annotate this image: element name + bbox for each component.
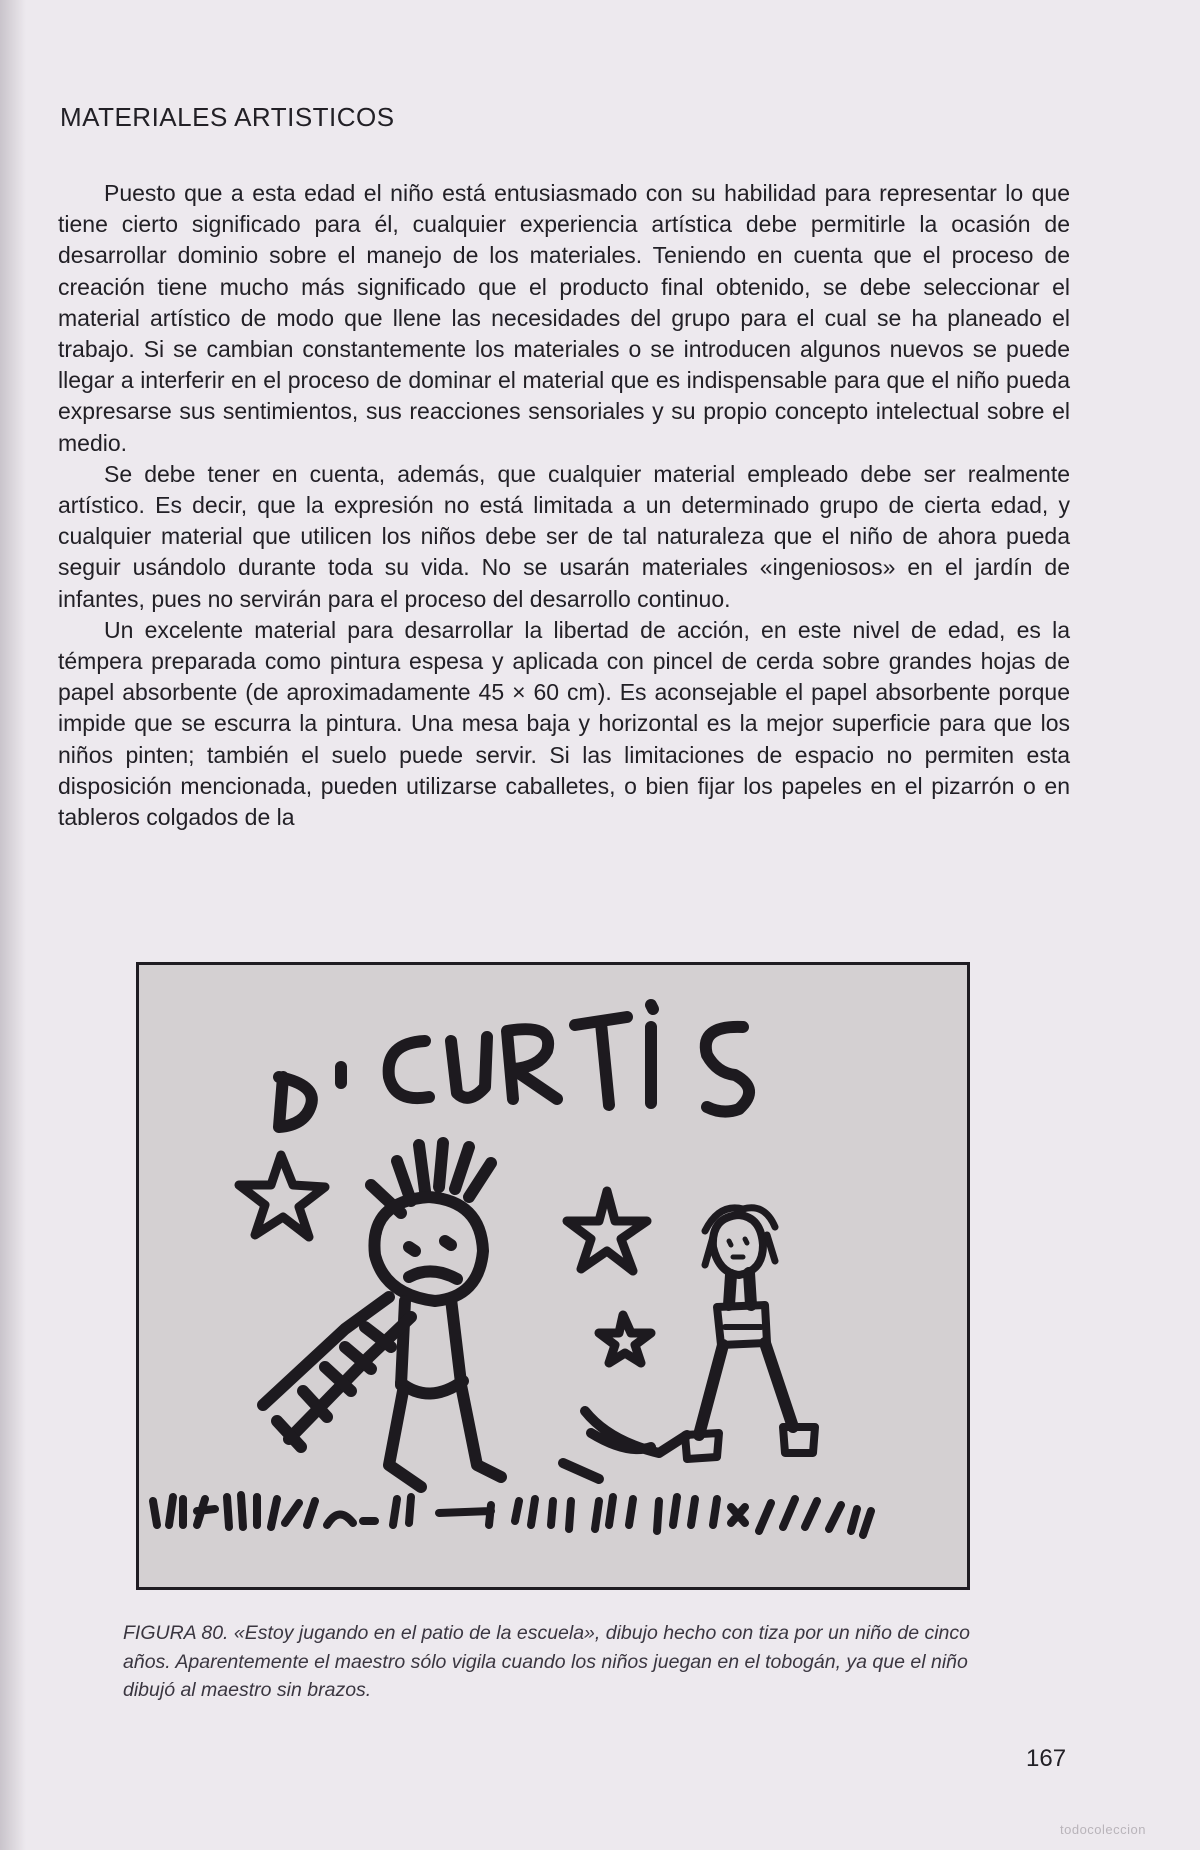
paragraph-1: Puesto que a esta edad el niño está entusiasmado con su habilidad para representar lo que tiene cierto significado para él, cualquier experiencia artística debe permitirle la ocasión de desarrollar dominio sobre el manejo de los materiales. Teniendo en cuenta que el proceso de creación tiene mucho más significado que el producto final obtenido, se debe seleccionar el material artístico de modo que llene las necesidades del grupo para el cual se ha planeado el trabajo. Si se cambian constantemente los materiales o se introducen algunos nuevos se puede llegar a interferir en el proceso de dominar el material que es indispensable para que el niño pueda expresarse sus sentimientos, sus reacciones sensoriales y su propio concepto intelectual sobre el medio. <box>58 180 1070 456</box>
paragraph-3: Un excelente material para desarrollar la libertad de acción, en este nivel de edad, es la témpera preparada como pintura espesa y aplicada con pincel de cerda sobre grandes hojas de papel absorbente (de aproximadamente 45 × 60 cm). Es aconsejable el papel absorbente porque impide que se escurra la pintura. Una mesa baja y horizontal es la mejor superficie para que los niños pinten; también el suelo puede servir. Si las limitaciones de espacio no permiten esta disposición mencionada, pueden utilizarse caballetes, o bien fijar los papeles en el pizarrón o en tableros colgados de la <box>58 616 1070 831</box>
figure-80-drawing <box>136 962 970 1590</box>
figure-caption: FIGURA 80. «Estoy jugando en el patio de la escuela», dibujo hecho con tiza por un niño de cinco años. Aparentemente el maestro sólo vigila cuando los niños juegan en el tobogán, ya que el niño dibujó al maestro sin brazos. <box>123 1622 970 1701</box>
watermark: todocoleccion <box>1060 1822 1146 1837</box>
paragraph-2: Se debe tener en cuenta, además, que cualquier material empleado debe ser realmente artístico. Es decir, que la expresión no está limitada a un determinado grupo de cierta edad, y cualquier material que utilicen los niños debe ser de tal naturaleza que el niño de ahora pueda seguir usándolo durante toda su vida. No se usarán materiales «ingeniosos» en el jardín de infantes, pues no servirán para el proceso del desarrollo continuo. <box>58 460 1070 612</box>
page-number: 167 <box>1026 1745 1067 1772</box>
section-heading: MATERIALES ARTISTICOS <box>60 102 395 132</box>
body-text <box>58 178 1070 833</box>
child-chalk-drawing <box>139 965 967 1587</box>
binding-shadow <box>0 0 26 1850</box>
